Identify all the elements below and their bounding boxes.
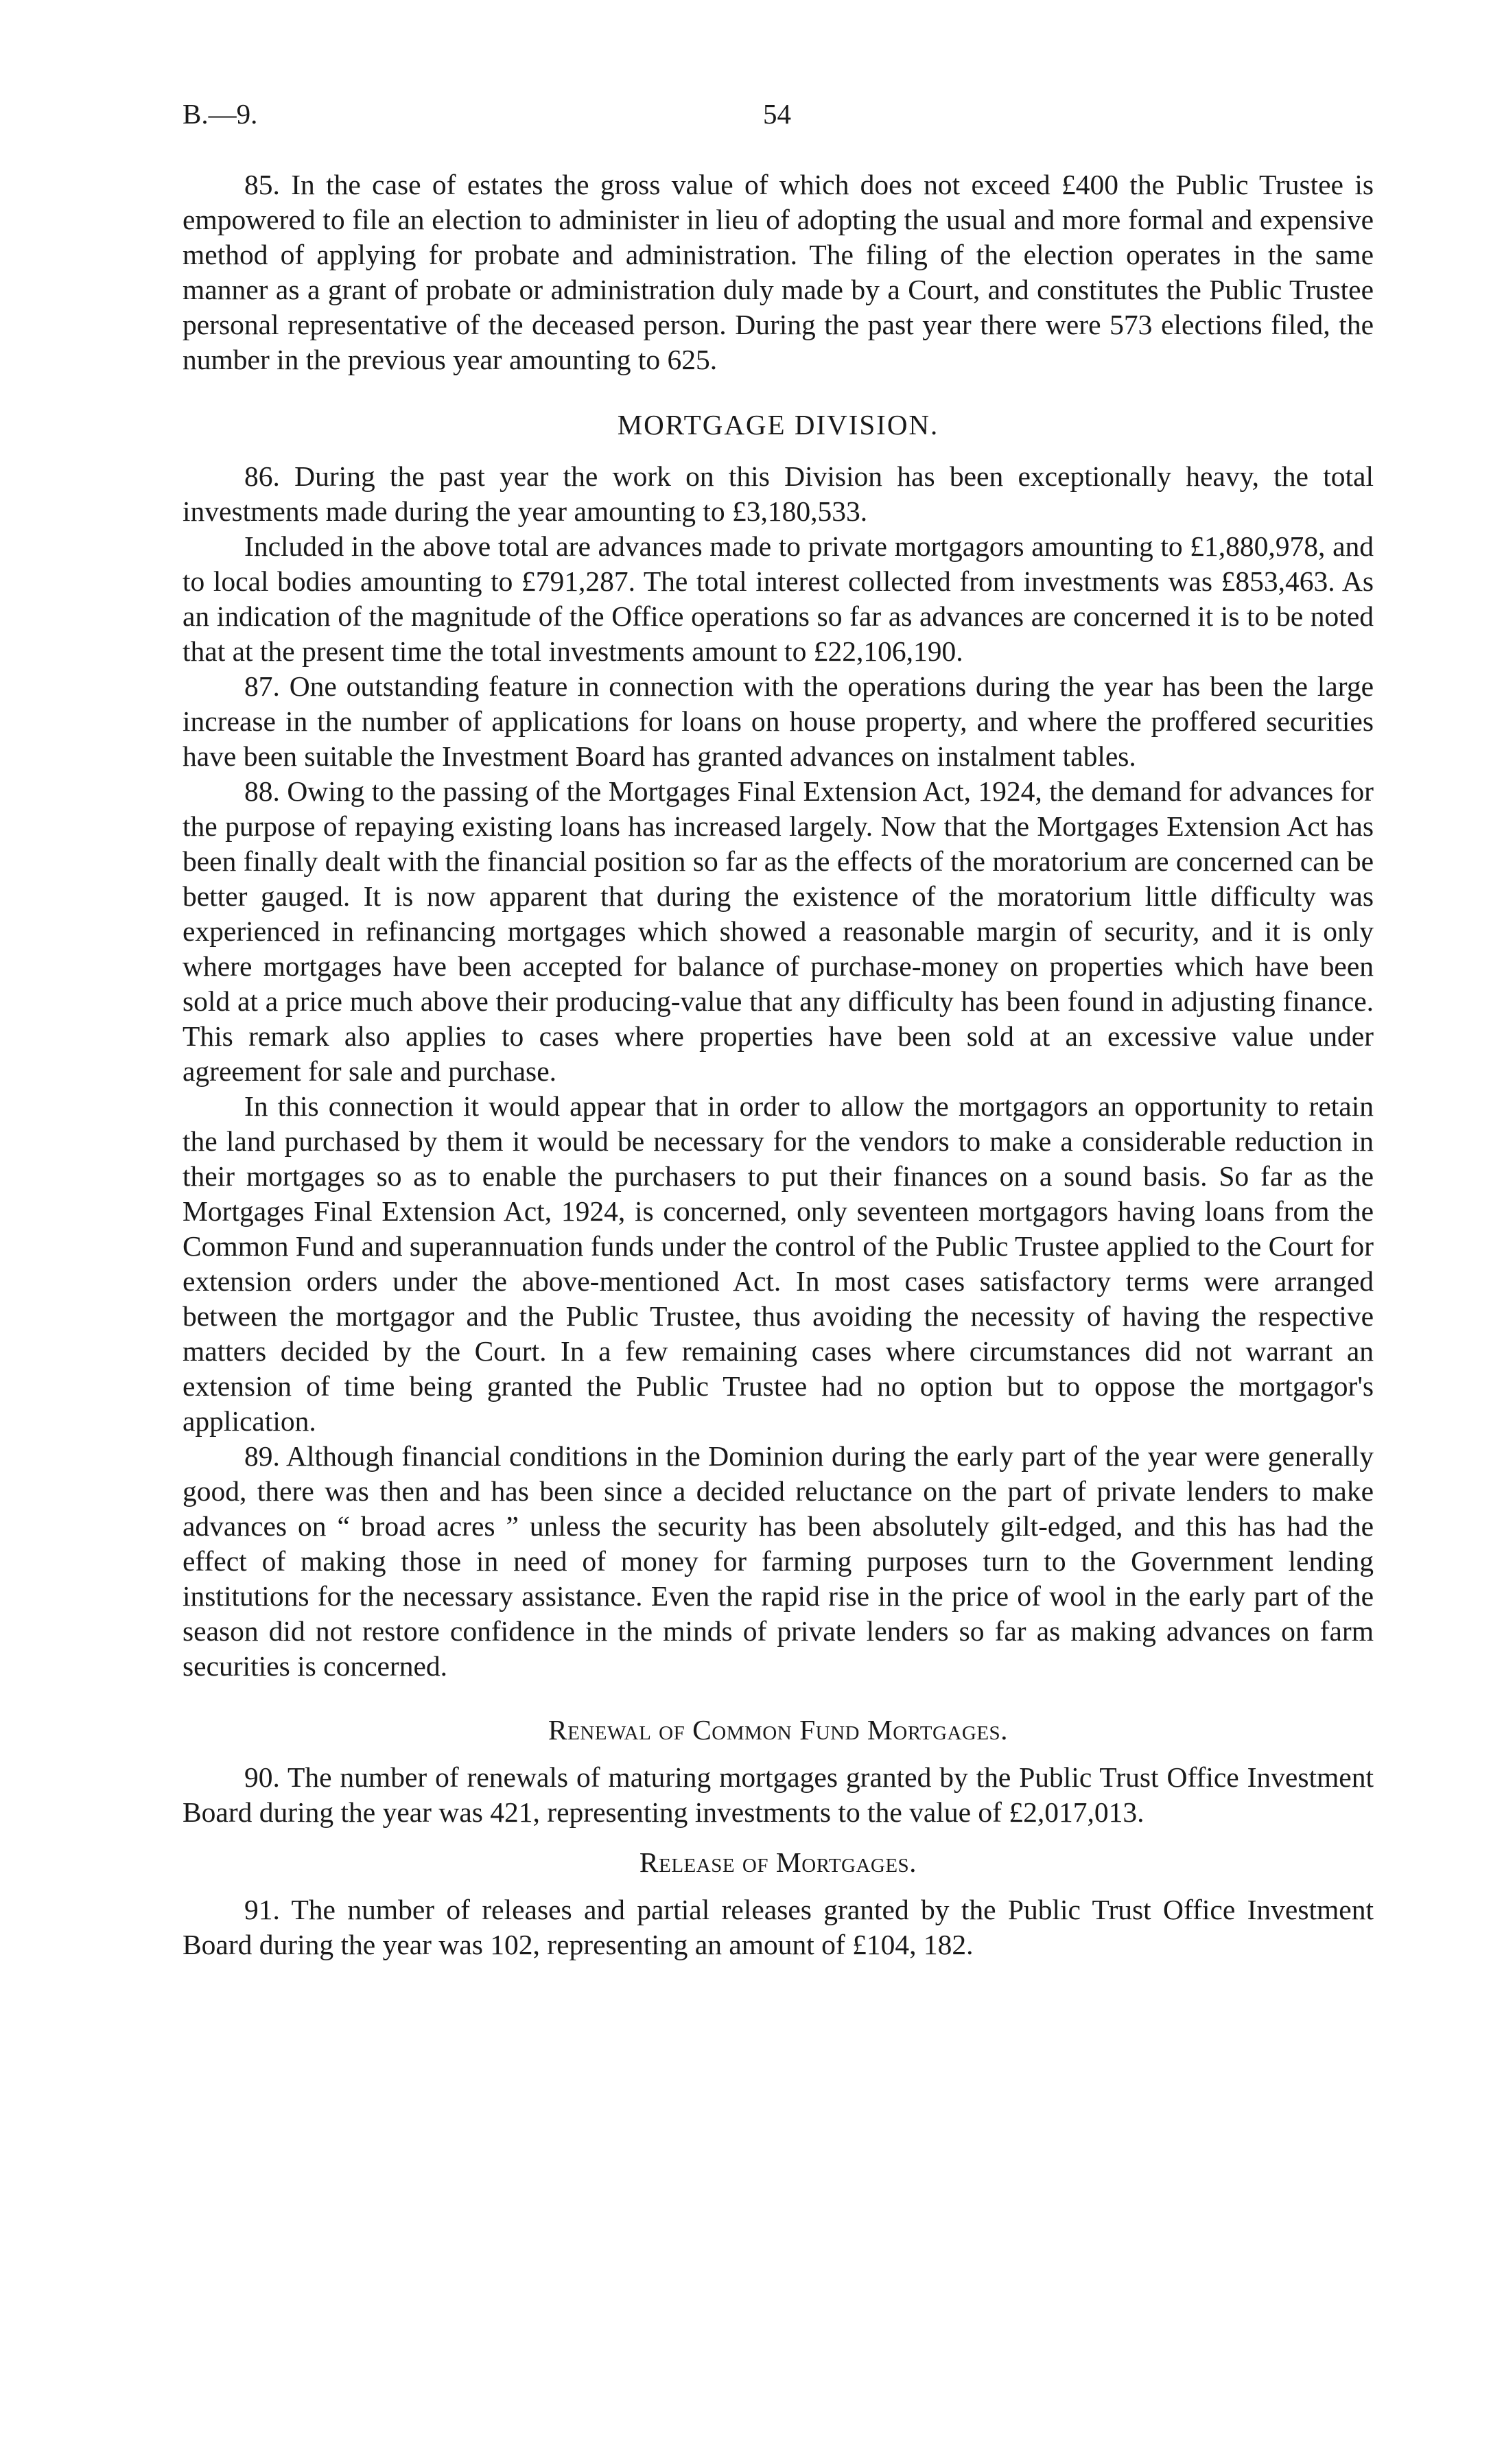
- section-heading-mortgage-division: MORTGAGE DIVISION.: [617, 409, 939, 441]
- paragraph-91: 91. The number of releases and partial releases granted by the Public Trust Office Investment Board during the year was 102, representing an amount of £104, 182.: [183, 1894, 1374, 1960]
- paragraph-86: 86. During the past year the work on this Division has been exceptionally heavy, the total investments made during the year amounting to £3,180,533.: [183, 460, 1374, 527]
- paragraph-90: 90. The number of renewals of maturing mortgages granted by the Public Trust Office Investment Board during the year was 421, representing investments to the value of £2,017,013.: [183, 1761, 1374, 1828]
- page-body: [183, 167, 1374, 1962]
- paragraph-88: 88. Owing to the passing of the Mortgages Final Extension Act, 1924, the demand for advances for the purpose of repaying existing loans has increased largely. Now that the Mortgages Extension Act has been finally dealt with the financial position so far as the effects of the moratorium are concerned can be better gauged. It is now apparent that during the existence of the moratorium little difficulty was experienced in refinancing mortgages which showed a reasonable margin of security, and it is only where mortgages have been accepted for balance of purchase-money on properties which have been sold at a price much above their producing-value that any difficulty has been found in adjusting finance. This remark also applies to cases where properties have been sold at an excessive value under agreement for sale and purchase.: [183, 775, 1374, 1087]
- paragraph-85: 85. In the case of estates the gross value of which does not exceed £400 the Public Trustee is empowered to file an election to administer in lieu of adopting the usual and more formal and expensive method of applying for probate and administration. The filing of the election operates in the same manner as a grant of probate or administration duly made by a Court, and constitutes the Public Trustee personal representative of the deceased person. During the past year there were 573 elections filed, the number in the previous year amounting to 625.: [183, 169, 1374, 375]
- subheading-release: Release of Mortgages.: [639, 1846, 917, 1878]
- paragraph-89: 89. Although financial conditions in the Dominion during the early part of the year were generally good, there was then and has been since a decided reluctance on the part of private lenders to make advances on “ broad acres ” unless the security has been absolutely gilt-edged, and this has had the effect of making those in need of money for farming purposes turn to the Government lending institutions for the necessary assistance. Even the rapid rise in the price of wool in the early part of the season did not restore confidence in the minds of private lenders so far as making advances on farm securities is concerned.: [183, 1440, 1374, 1682]
- paragraph-88-continued: In this connection it would appear that in order to allow the mortgagors an opportunity to retain the land purchased by them it would be necessary for the vendors to make a considerable reduction in their mortgages so as to enable the purchasers to put their finances on a sound basis. So far as the Mortgages Final Extension Act, 1924, is concerned, only seventeen mortgagors having loans from the Common Fund and superannuation funds under the control of the Public Trustee applied to the Court for extension orders under the above-mentioned Act. In most cases satisfactory terms were arranged between the mortgagor and the Public Trustee, thus avoiding the necessity of having the respective matters decided by the Court. In a few remaining cases where circumstances did not warrant an extension of time being granted the Public Trustee had no option but to oppose the mortgagor's application.: [183, 1090, 1374, 1437]
- page-number: 54: [763, 98, 791, 130]
- paragraph-87: 87. One outstanding feature in connection with the operations during the year has been the large increase in the number of applications for loans on house property, and where the proffered securities have been suitable the Investment Board has granted advances on instalment tables.: [183, 670, 1374, 772]
- subheading-renewal: Renewal of Common Fund Mortgages.: [548, 1714, 1009, 1746]
- document-reference: B.—9.: [183, 98, 258, 130]
- page-header: [183, 97, 1374, 139]
- paragraph-86-continued: Included in the above total are advances made to private mortgagors amounting to £1,880,978, and to local bodies amounting to £791,287. The total interest collected from investments was £853,463. As an indication of the magnitude of the Office operations so far as advances are concerned it is to be noted that at the present time the total investments amount to £22,106,190.: [183, 530, 1374, 667]
